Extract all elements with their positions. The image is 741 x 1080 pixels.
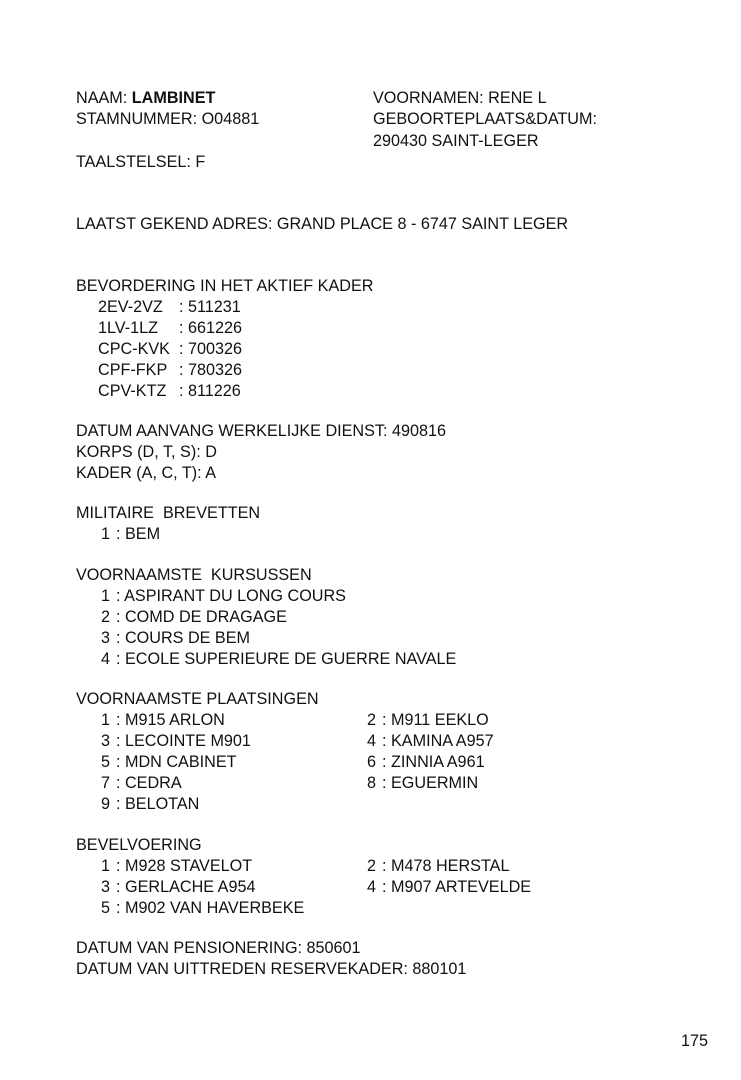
- item-number: 1: [100, 587, 110, 605]
- list-item: [86, 752, 251, 773]
- item-text: : COURS DE BEM: [116, 629, 251, 647]
- list-item: [76, 524, 260, 545]
- item-number: 1: [100, 525, 110, 543]
- item-number: 2: [366, 711, 376, 729]
- promotion-rank: CPF-FKP: [98, 361, 168, 379]
- item-text: : MDN CABINET: [116, 753, 237, 771]
- list-item: [86, 898, 304, 919]
- item-text: : CEDRA: [116, 774, 182, 792]
- dienst-section: [76, 421, 446, 484]
- promotion-date: : 700326: [179, 340, 243, 358]
- promotion-rank: CPC-KVK: [98, 340, 170, 358]
- item-text: : M928 STAVELOT: [116, 857, 253, 875]
- list-item: [86, 649, 456, 670]
- kursussen-section: [76, 565, 456, 670]
- name-line: [76, 88, 215, 109]
- bevordering-title: BEVORDERING IN HET AKTIEF KADER: [76, 277, 374, 295]
- name-label: NAAM:: [76, 89, 128, 107]
- bevelvoering-right: [352, 856, 531, 898]
- pensionering: DATUM VAN PENSIONERING: 850601: [76, 939, 361, 957]
- promotion-rank: 1LV-1LZ: [98, 319, 158, 337]
- item-text: : ZINNIA A961: [382, 753, 485, 771]
- promotion-row: [98, 339, 373, 360]
- korps: KORPS (D, T, S): D: [76, 443, 217, 461]
- item-text: : LECOINTE M901: [116, 732, 251, 750]
- bevordering-section: [76, 276, 373, 402]
- item-text: : ASPIRANT DU LONG COURS: [116, 587, 346, 605]
- item-number: 1: [100, 711, 110, 729]
- item-number: 2: [366, 857, 376, 875]
- promotion-rank: 2EV-2VZ: [98, 298, 163, 316]
- list-item: [352, 710, 494, 731]
- list-item: [86, 794, 251, 815]
- item-text: : EGUERMIN: [382, 774, 479, 792]
- brevetten-title: MILITAIRE BREVETTEN: [76, 504, 261, 522]
- bevelvoering-title: BEVELVOERING: [76, 836, 202, 854]
- promotion-row: [98, 318, 373, 339]
- item-number: 8: [366, 774, 376, 792]
- list-item: [86, 877, 304, 898]
- item-number: 5: [100, 753, 110, 771]
- list-item: [352, 731, 494, 752]
- item-number: 7: [100, 774, 110, 792]
- plaatsingen-right: [352, 710, 494, 794]
- list-item: [352, 752, 494, 773]
- list-item: [352, 877, 531, 898]
- promotion-row: [98, 297, 373, 318]
- promotion-rank: CPV-KTZ: [98, 382, 167, 400]
- list-item: [86, 731, 251, 752]
- uittreden: DATUM VAN UITTREDEN RESERVEKADER: 880101: [76, 960, 467, 978]
- plaatsingen-title: VOORNAAMSTE PLAATSINGEN: [76, 690, 319, 708]
- item-number: 5: [100, 899, 110, 917]
- item-text: : BELOTAN: [116, 795, 200, 813]
- kader: KADER (A, C, T): A: [76, 464, 217, 482]
- dienst-aanvang: DATUM AANVANG WERKELIJKE DIENST: 490816: [76, 422, 447, 440]
- item-number: 2: [100, 608, 110, 626]
- promotion-date: : 661226: [179, 319, 243, 337]
- stamnummer: STAMNUMMER: O04881: [76, 110, 260, 128]
- item-number: 1: [100, 857, 110, 875]
- page-number: 175: [681, 1032, 709, 1050]
- item-number: 4: [366, 732, 376, 750]
- item-number: 3: [100, 878, 110, 896]
- geboorte-value: 290430 SAINT-LEGER: [373, 132, 539, 150]
- list-item: [86, 773, 251, 794]
- item-text: : ECOLE SUPERIEURE DE GUERRE NAVALE: [116, 650, 457, 668]
- promotion-date: : 511231: [179, 298, 241, 316]
- plaatsingen-left: [86, 710, 251, 815]
- taalstelsel: TAALSTELSEL: F: [76, 153, 206, 171]
- list-item: [86, 586, 456, 607]
- item-text: : M902 VAN HAVERBEKE: [116, 899, 305, 917]
- geboorte-label: GEBOORTEPLAATS&DATUM:: [373, 110, 597, 128]
- item-text: : COMD DE DRAGAGE: [116, 608, 287, 626]
- list-item: [86, 710, 251, 731]
- item-text: : M911 EEKLO: [382, 711, 489, 729]
- item-number: 4: [100, 650, 110, 668]
- kursussen-title: VOORNAAMSTE KURSUSSEN: [76, 566, 312, 584]
- list-item: [352, 856, 531, 877]
- voornamen: VOORNAMEN: RENE L: [373, 89, 547, 107]
- list-item: [86, 856, 304, 877]
- item-text: : KAMINA A957: [382, 732, 494, 750]
- item-number: 9: [100, 795, 110, 813]
- promotion-row: [98, 381, 373, 402]
- promotion-date: : 780326: [179, 361, 243, 379]
- item-text: : BEM: [116, 525, 161, 543]
- item-text: : M478 HERSTAL: [382, 857, 510, 875]
- list-item: [352, 773, 494, 794]
- promotion-row: [98, 360, 373, 381]
- item-number: 4: [366, 878, 376, 896]
- item-text: : GERLACHE A954: [116, 878, 256, 896]
- list-item: [86, 607, 456, 628]
- name-value: LAMBINET: [131, 89, 216, 107]
- item-number: 6: [366, 753, 376, 771]
- item-number: 3: [100, 732, 110, 750]
- promotion-date: : 811226: [179, 382, 241, 400]
- list-item: [86, 628, 456, 649]
- item-text: : M907 ARTEVELDE: [382, 878, 532, 896]
- item-text: : M915 ARLON: [116, 711, 225, 729]
- item-number: 3: [100, 629, 110, 647]
- brevetten-section: [76, 503, 260, 545]
- adres: LAATST GEKEND ADRES: GRAND PLACE 8 - 6747 SAINT LEGER: [76, 215, 569, 233]
- bevelvoering-left: [86, 856, 304, 919]
